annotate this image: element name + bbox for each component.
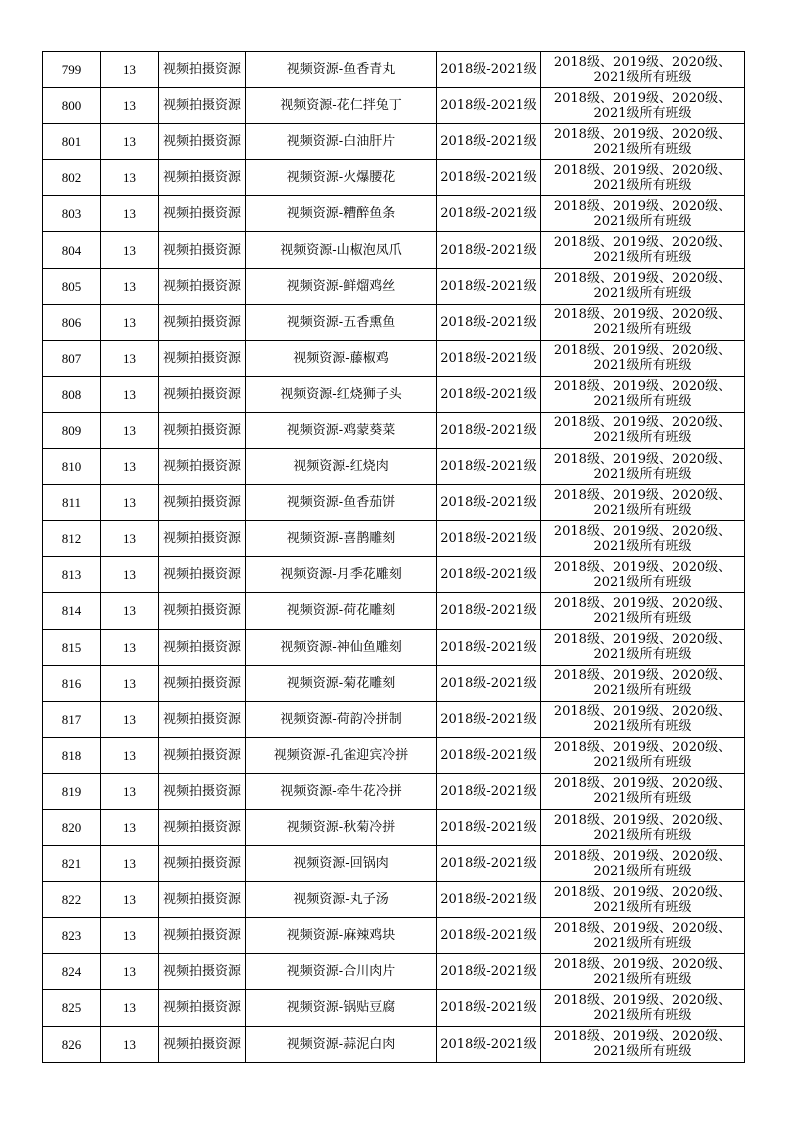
row-resource-name-cell: 视频资源-蒜泥白肉 bbox=[246, 1026, 437, 1062]
row-grade-range-cell: 2018级-2021级 bbox=[437, 1026, 541, 1062]
row-id-cell: 807 bbox=[43, 340, 101, 376]
row-classes-cell bbox=[541, 557, 745, 593]
classes-line-1: 2018级、2019级、2020级、 bbox=[553, 992, 732, 1008]
row-category-cell: 视频拍摄资源 bbox=[159, 376, 246, 412]
row-id-cell: 821 bbox=[43, 846, 101, 882]
row-classes-cell bbox=[541, 882, 745, 918]
row-number-cell: 13 bbox=[101, 449, 159, 485]
row-number-cell: 13 bbox=[101, 629, 159, 665]
classes-line-1: 2018级、2019级、2020级、 bbox=[553, 884, 732, 900]
table-row bbox=[43, 665, 745, 701]
resource-table-body bbox=[43, 52, 745, 1063]
table-row bbox=[43, 196, 745, 232]
table-row bbox=[43, 990, 745, 1026]
row-resource-name-cell: 视频资源-红烧狮子头 bbox=[246, 376, 437, 412]
row-classes-cell bbox=[541, 160, 745, 196]
classes-line-2: 2021级所有班级 bbox=[593, 213, 692, 229]
row-grade-range-cell: 2018级-2021级 bbox=[437, 918, 541, 954]
classes-line-2: 2021级所有班级 bbox=[593, 863, 692, 879]
row-grade-range-cell: 2018级-2021级 bbox=[437, 954, 541, 990]
classes-line-1: 2018级、2019级、2020级、 bbox=[553, 379, 732, 395]
row-id-cell: 826 bbox=[43, 1026, 101, 1062]
row-number-cell: 13 bbox=[101, 918, 159, 954]
classes-line-1: 2018级、2019级、2020级、 bbox=[553, 956, 732, 972]
classes-line-2: 2021级所有班级 bbox=[593, 971, 692, 987]
row-id-cell: 823 bbox=[43, 918, 101, 954]
row-id-cell: 813 bbox=[43, 557, 101, 593]
resource-table bbox=[42, 51, 745, 1063]
table-row bbox=[43, 629, 745, 665]
row-resource-name-cell: 视频资源-鱼香茄饼 bbox=[246, 485, 437, 521]
classes-line-2: 2021级所有班级 bbox=[593, 827, 692, 843]
row-category-cell: 视频拍摄资源 bbox=[159, 160, 246, 196]
row-number-cell: 13 bbox=[101, 737, 159, 773]
row-classes-cell bbox=[541, 340, 745, 376]
row-category-cell: 视频拍摄资源 bbox=[159, 268, 246, 304]
table-row bbox=[43, 304, 745, 340]
table-row bbox=[43, 412, 745, 448]
row-classes-cell bbox=[541, 124, 745, 160]
row-category-cell: 视频拍摄资源 bbox=[159, 232, 246, 268]
row-id-cell: 811 bbox=[43, 485, 101, 521]
row-grade-range-cell: 2018级-2021级 bbox=[437, 521, 541, 557]
row-number-cell: 13 bbox=[101, 232, 159, 268]
row-number-cell: 13 bbox=[101, 160, 159, 196]
row-resource-name-cell: 视频资源-鱼香青丸 bbox=[246, 52, 437, 88]
row-number-cell: 13 bbox=[101, 665, 159, 701]
row-grade-range-cell: 2018级-2021级 bbox=[437, 737, 541, 773]
row-number-cell: 13 bbox=[101, 88, 159, 124]
classes-line-2: 2021级所有班级 bbox=[593, 322, 692, 338]
row-classes-cell bbox=[541, 52, 745, 88]
classes-line-1: 2018级、2019级、2020级、 bbox=[553, 90, 732, 106]
row-category-cell: 视频拍摄资源 bbox=[159, 665, 246, 701]
classes-line-1: 2018级、2019级、2020级、 bbox=[553, 126, 732, 142]
row-id-cell: 816 bbox=[43, 665, 101, 701]
row-number-cell: 13 bbox=[101, 52, 159, 88]
classes-line-2: 2021级所有班级 bbox=[593, 177, 692, 193]
classes-line-1: 2018级、2019级、2020级、 bbox=[553, 451, 732, 467]
row-grade-range-cell: 2018级-2021级 bbox=[437, 629, 541, 665]
row-category-cell: 视频拍摄资源 bbox=[159, 846, 246, 882]
row-id-cell: 820 bbox=[43, 809, 101, 845]
table-row bbox=[43, 593, 745, 629]
table-row bbox=[43, 918, 745, 954]
classes-line-2: 2021级所有班级 bbox=[593, 899, 692, 915]
classes-line-1: 2018级、2019级、2020级、 bbox=[553, 271, 732, 287]
row-category-cell: 视频拍摄资源 bbox=[159, 882, 246, 918]
table-row bbox=[43, 954, 745, 990]
row-id-cell: 817 bbox=[43, 701, 101, 737]
row-resource-name-cell: 视频资源-荷韵冷拼制 bbox=[246, 701, 437, 737]
row-id-cell: 825 bbox=[43, 990, 101, 1026]
table-row bbox=[43, 737, 745, 773]
row-resource-name-cell: 视频资源-火爆腰花 bbox=[246, 160, 437, 196]
table-row bbox=[43, 268, 745, 304]
table-row bbox=[43, 124, 745, 160]
classes-line-1: 2018级、2019级、2020级、 bbox=[553, 343, 732, 359]
row-category-cell: 视频拍摄资源 bbox=[159, 1026, 246, 1062]
row-grade-range-cell: 2018级-2021级 bbox=[437, 232, 541, 268]
row-resource-name-cell: 视频资源-牵牛花冷拼 bbox=[246, 773, 437, 809]
row-grade-range-cell: 2018级-2021级 bbox=[437, 88, 541, 124]
row-grade-range-cell: 2018级-2021级 bbox=[437, 268, 541, 304]
row-resource-name-cell: 视频资源-孔雀迎宾冷拼 bbox=[246, 737, 437, 773]
row-category-cell: 视频拍摄资源 bbox=[159, 449, 246, 485]
row-number-cell: 13 bbox=[101, 340, 159, 376]
row-grade-range-cell: 2018级-2021级 bbox=[437, 809, 541, 845]
classes-line-1: 2018级、2019级、2020级、 bbox=[553, 54, 732, 70]
row-number-cell: 13 bbox=[101, 557, 159, 593]
row-grade-range-cell: 2018级-2021级 bbox=[437, 196, 541, 232]
row-grade-range-cell: 2018级-2021级 bbox=[437, 882, 541, 918]
classes-line-2: 2021级所有班级 bbox=[593, 69, 692, 85]
row-resource-name-cell: 视频资源-喜鹊雕刻 bbox=[246, 521, 437, 557]
classes-line-2: 2021级所有班级 bbox=[593, 791, 692, 807]
table-row bbox=[43, 340, 745, 376]
row-number-cell: 13 bbox=[101, 882, 159, 918]
row-grade-range-cell: 2018级-2021级 bbox=[437, 665, 541, 701]
row-classes-cell bbox=[541, 809, 745, 845]
row-category-cell: 视频拍摄资源 bbox=[159, 557, 246, 593]
row-category-cell: 视频拍摄资源 bbox=[159, 196, 246, 232]
row-grade-range-cell: 2018级-2021级 bbox=[437, 846, 541, 882]
table-row bbox=[43, 232, 745, 268]
table-row bbox=[43, 88, 745, 124]
row-resource-name-cell: 视频资源-白油肝片 bbox=[246, 124, 437, 160]
classes-line-1: 2018级、2019级、2020级、 bbox=[553, 704, 732, 720]
row-classes-cell bbox=[541, 304, 745, 340]
row-resource-name-cell: 视频资源-藤椒鸡 bbox=[246, 340, 437, 376]
classes-line-2: 2021级所有班级 bbox=[593, 755, 692, 771]
row-grade-range-cell: 2018级-2021级 bbox=[437, 557, 541, 593]
table-row bbox=[43, 485, 745, 521]
row-resource-name-cell: 视频资源-荷花雕刻 bbox=[246, 593, 437, 629]
classes-line-2: 2021级所有班级 bbox=[593, 538, 692, 554]
row-category-cell: 视频拍摄资源 bbox=[159, 918, 246, 954]
row-classes-cell bbox=[541, 376, 745, 412]
table-row bbox=[43, 160, 745, 196]
classes-line-1: 2018级、2019级、2020级、 bbox=[553, 235, 732, 251]
classes-line-2: 2021级所有班级 bbox=[593, 935, 692, 951]
row-number-cell: 13 bbox=[101, 196, 159, 232]
row-number-cell: 13 bbox=[101, 593, 159, 629]
classes-line-2: 2021级所有班级 bbox=[593, 647, 692, 663]
classes-line-2: 2021级所有班级 bbox=[593, 394, 692, 410]
table-row bbox=[43, 1026, 745, 1062]
row-id-cell: 824 bbox=[43, 954, 101, 990]
table-row bbox=[43, 773, 745, 809]
row-category-cell: 视频拍摄资源 bbox=[159, 124, 246, 160]
classes-line-1: 2018级、2019级、2020级、 bbox=[553, 415, 732, 431]
row-grade-range-cell: 2018级-2021级 bbox=[437, 485, 541, 521]
table-row bbox=[43, 52, 745, 88]
classes-line-2: 2021级所有班级 bbox=[593, 286, 692, 302]
row-category-cell: 视频拍摄资源 bbox=[159, 521, 246, 557]
row-classes-cell bbox=[541, 629, 745, 665]
row-id-cell: 810 bbox=[43, 449, 101, 485]
row-grade-range-cell: 2018级-2021级 bbox=[437, 160, 541, 196]
classes-line-1: 2018级、2019级、2020级、 bbox=[553, 1029, 732, 1045]
row-id-cell: 800 bbox=[43, 88, 101, 124]
table-row bbox=[43, 809, 745, 845]
classes-line-1: 2018级、2019级、2020级、 bbox=[553, 668, 732, 684]
row-classes-cell bbox=[541, 773, 745, 809]
classes-line-2: 2021级所有班级 bbox=[593, 1007, 692, 1023]
row-category-cell: 视频拍摄资源 bbox=[159, 954, 246, 990]
row-classes-cell bbox=[541, 268, 745, 304]
row-classes-cell bbox=[541, 449, 745, 485]
row-grade-range-cell: 2018级-2021级 bbox=[437, 449, 541, 485]
row-number-cell: 13 bbox=[101, 304, 159, 340]
row-grade-range-cell: 2018级-2021级 bbox=[437, 701, 541, 737]
row-classes-cell bbox=[541, 412, 745, 448]
row-resource-name-cell: 视频资源-回锅肉 bbox=[246, 846, 437, 882]
row-category-cell: 视频拍摄资源 bbox=[159, 990, 246, 1026]
row-number-cell: 13 bbox=[101, 412, 159, 448]
row-classes-cell bbox=[541, 701, 745, 737]
classes-line-1: 2018级、2019级、2020级、 bbox=[553, 595, 732, 611]
row-resource-name-cell: 视频资源-秋菊冷拼 bbox=[246, 809, 437, 845]
row-grade-range-cell: 2018级-2021级 bbox=[437, 52, 541, 88]
row-id-cell: 819 bbox=[43, 773, 101, 809]
row-id-cell: 801 bbox=[43, 124, 101, 160]
row-category-cell: 视频拍摄资源 bbox=[159, 412, 246, 448]
row-grade-range-cell: 2018级-2021级 bbox=[437, 773, 541, 809]
classes-line-1: 2018级、2019级、2020级、 bbox=[553, 198, 732, 214]
row-category-cell: 视频拍摄资源 bbox=[159, 701, 246, 737]
classes-line-1: 2018级、2019级、2020级、 bbox=[553, 920, 732, 936]
row-resource-name-cell: 视频资源-合川肉片 bbox=[246, 954, 437, 990]
row-number-cell: 13 bbox=[101, 268, 159, 304]
row-resource-name-cell: 视频资源-山椒泡凤爪 bbox=[246, 232, 437, 268]
row-resource-name-cell: 视频资源-丸子汤 bbox=[246, 882, 437, 918]
row-category-cell: 视频拍摄资源 bbox=[159, 340, 246, 376]
row-classes-cell bbox=[541, 954, 745, 990]
row-grade-range-cell: 2018级-2021级 bbox=[437, 593, 541, 629]
table-row bbox=[43, 376, 745, 412]
table-row bbox=[43, 846, 745, 882]
row-grade-range-cell: 2018级-2021级 bbox=[437, 376, 541, 412]
row-grade-range-cell: 2018级-2021级 bbox=[437, 304, 541, 340]
row-number-cell: 13 bbox=[101, 485, 159, 521]
row-id-cell: 818 bbox=[43, 737, 101, 773]
row-classes-cell bbox=[541, 1026, 745, 1062]
row-id-cell: 814 bbox=[43, 593, 101, 629]
classes-line-1: 2018级、2019级、2020级、 bbox=[553, 632, 732, 648]
classes-line-2: 2021级所有班级 bbox=[593, 430, 692, 446]
row-category-cell: 视频拍摄资源 bbox=[159, 88, 246, 124]
classes-line-1: 2018级、2019级、2020级、 bbox=[553, 307, 732, 323]
row-id-cell: 815 bbox=[43, 629, 101, 665]
classes-line-2: 2021级所有班级 bbox=[593, 502, 692, 518]
row-id-cell: 802 bbox=[43, 160, 101, 196]
classes-line-2: 2021级所有班级 bbox=[593, 610, 692, 626]
classes-line-1: 2018级、2019级、2020级、 bbox=[553, 776, 732, 792]
row-classes-cell bbox=[541, 918, 745, 954]
row-category-cell: 视频拍摄资源 bbox=[159, 304, 246, 340]
classes-line-1: 2018级、2019级、2020级、 bbox=[553, 559, 732, 575]
classes-line-1: 2018级、2019级、2020级、 bbox=[553, 162, 732, 178]
row-resource-name-cell: 视频资源-鸡蒙葵菜 bbox=[246, 412, 437, 448]
row-grade-range-cell: 2018级-2021级 bbox=[437, 990, 541, 1026]
classes-line-2: 2021级所有班级 bbox=[593, 683, 692, 699]
table-row bbox=[43, 701, 745, 737]
classes-line-2: 2021级所有班级 bbox=[593, 574, 692, 590]
row-id-cell: 803 bbox=[43, 196, 101, 232]
row-category-cell: 视频拍摄资源 bbox=[159, 773, 246, 809]
classes-line-1: 2018级、2019级、2020级、 bbox=[553, 523, 732, 539]
row-classes-cell bbox=[541, 521, 745, 557]
classes-line-2: 2021级所有班级 bbox=[593, 105, 692, 121]
row-number-cell: 13 bbox=[101, 1026, 159, 1062]
classes-line-2: 2021级所有班级 bbox=[593, 250, 692, 266]
row-number-cell: 13 bbox=[101, 809, 159, 845]
classes-line-1: 2018级、2019级、2020级、 bbox=[553, 848, 732, 864]
row-number-cell: 13 bbox=[101, 846, 159, 882]
classes-line-1: 2018级、2019级、2020级、 bbox=[553, 487, 732, 503]
row-category-cell: 视频拍摄资源 bbox=[159, 52, 246, 88]
row-resource-name-cell: 视频资源-鲜熘鸡丝 bbox=[246, 268, 437, 304]
row-resource-name-cell: 视频资源-麻辣鸡块 bbox=[246, 918, 437, 954]
row-classes-cell bbox=[541, 990, 745, 1026]
row-classes-cell bbox=[541, 485, 745, 521]
row-classes-cell bbox=[541, 737, 745, 773]
row-category-cell: 视频拍摄资源 bbox=[159, 593, 246, 629]
row-id-cell: 808 bbox=[43, 376, 101, 412]
row-resource-name-cell: 视频资源-五香熏鱼 bbox=[246, 304, 437, 340]
table-row bbox=[43, 882, 745, 918]
row-number-cell: 13 bbox=[101, 521, 159, 557]
row-classes-cell bbox=[541, 665, 745, 701]
row-resource-name-cell: 视频资源-锅贴豆腐 bbox=[246, 990, 437, 1026]
row-resource-name-cell: 视频资源-花仁拌兔丁 bbox=[246, 88, 437, 124]
row-number-cell: 13 bbox=[101, 990, 159, 1026]
row-id-cell: 809 bbox=[43, 412, 101, 448]
classes-line-2: 2021级所有班级 bbox=[593, 1044, 692, 1060]
row-resource-name-cell: 视频资源-菊花雕刻 bbox=[246, 665, 437, 701]
row-number-cell: 13 bbox=[101, 701, 159, 737]
row-resource-name-cell: 视频资源-红烧肉 bbox=[246, 449, 437, 485]
row-resource-name-cell: 视频资源-糟醉鱼条 bbox=[246, 196, 437, 232]
row-id-cell: 822 bbox=[43, 882, 101, 918]
table-row bbox=[43, 449, 745, 485]
row-category-cell: 视频拍摄资源 bbox=[159, 629, 246, 665]
row-category-cell: 视频拍摄资源 bbox=[159, 485, 246, 521]
table-row bbox=[43, 521, 745, 557]
row-id-cell: 806 bbox=[43, 304, 101, 340]
row-grade-range-cell: 2018级-2021级 bbox=[437, 340, 541, 376]
row-number-cell: 13 bbox=[101, 954, 159, 990]
table-row bbox=[43, 557, 745, 593]
row-id-cell: 805 bbox=[43, 268, 101, 304]
row-id-cell: 799 bbox=[43, 52, 101, 88]
row-resource-name-cell: 视频资源-月季花雕刻 bbox=[246, 557, 437, 593]
row-category-cell: 视频拍摄资源 bbox=[159, 809, 246, 845]
classes-line-2: 2021级所有班级 bbox=[593, 466, 692, 482]
row-classes-cell bbox=[541, 196, 745, 232]
row-number-cell: 13 bbox=[101, 376, 159, 412]
row-classes-cell bbox=[541, 88, 745, 124]
row-number-cell: 13 bbox=[101, 773, 159, 809]
row-grade-range-cell: 2018级-2021级 bbox=[437, 412, 541, 448]
classes-line-2: 2021级所有班级 bbox=[593, 141, 692, 157]
row-grade-range-cell: 2018级-2021级 bbox=[437, 124, 541, 160]
row-classes-cell bbox=[541, 232, 745, 268]
classes-line-2: 2021级所有班级 bbox=[593, 358, 692, 374]
classes-line-2: 2021级所有班级 bbox=[593, 719, 692, 735]
row-category-cell: 视频拍摄资源 bbox=[159, 737, 246, 773]
classes-line-1: 2018级、2019级、2020级、 bbox=[553, 812, 732, 828]
row-id-cell: 804 bbox=[43, 232, 101, 268]
row-resource-name-cell: 视频资源-神仙鱼雕刻 bbox=[246, 629, 437, 665]
row-number-cell: 13 bbox=[101, 124, 159, 160]
row-classes-cell bbox=[541, 593, 745, 629]
classes-line-1: 2018级、2019级、2020级、 bbox=[553, 740, 732, 756]
row-id-cell: 812 bbox=[43, 521, 101, 557]
row-classes-cell bbox=[541, 846, 745, 882]
